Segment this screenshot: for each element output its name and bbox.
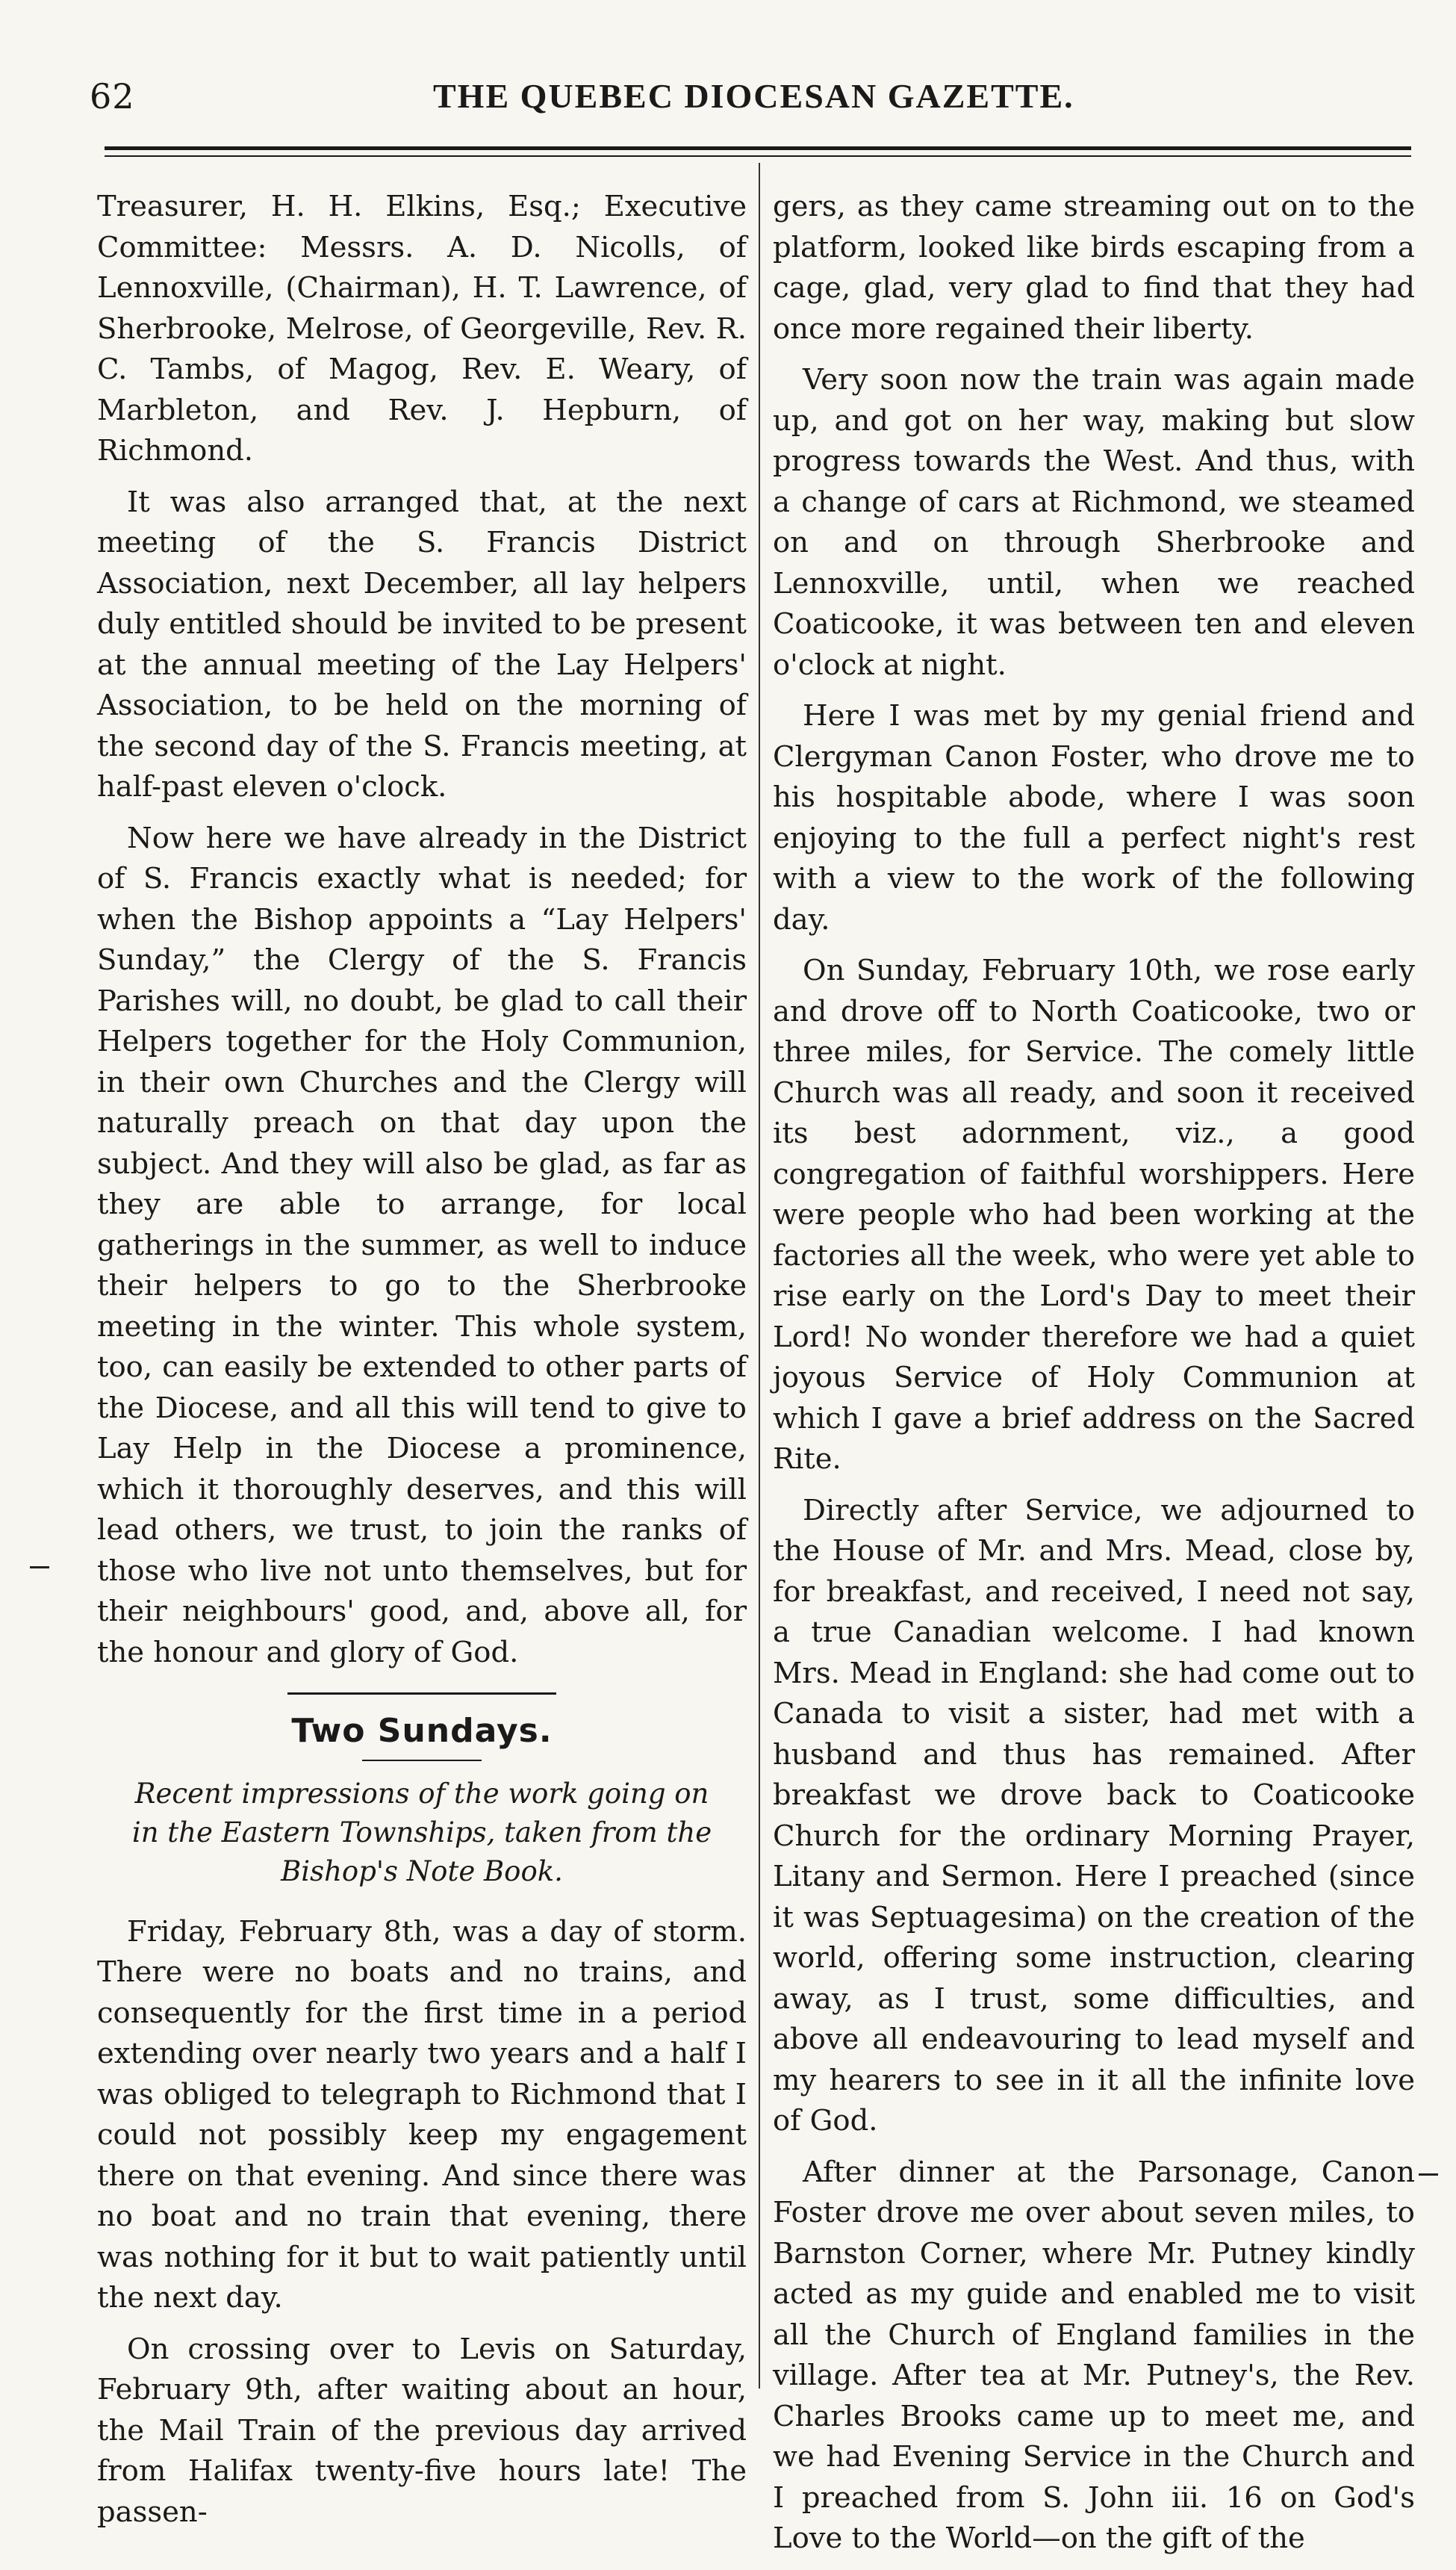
section-divider xyxy=(287,1692,556,1695)
page-header xyxy=(90,72,1396,124)
paragraph: Directly after Service, we adjourned to the House of Mr. and Mrs. Mead, close by, for breakfast, and received, I need not say, a true Canadian welcome. I had known Mrs. Mead in England: she had come out to Canada to visit a sister, had met with a husband and thus has remained. After breakfast we drove back to Coaticooke Church for the ordinary Morning Prayer, Litany and Sermon. Here I preached (since it was Septuagesima) on the creation of the world, offering some instruction, clearing away, as I trust, some difficulties, and above all endeavouring to lead myself and my hearers to see in it all the infinite love of God. xyxy=(773,1493,1415,2138)
left-column xyxy=(97,187,747,2543)
paragraph: Here I was met by my genial friend and Clergyman Canon Foster, who drove me to his hospitable abode, where I was soon enjoying to the full a perfect night's rest with a view to the work of the following day. xyxy=(773,699,1415,937)
section-title: Two Sundays. xyxy=(291,1712,553,1750)
paragraph: Treasurer, H. H. Elkins, Esq.; Executive Committee: Messrs. A. D. Nicolls, of Lennoxville, (Chairman), H. T. Lawrence, of Sherbrooke, Melrose, of Georgeville, Rev. R. C. Tambs, of Magog, Rev. E. Weary, of Marbleton, and Rev. J. Hepburn, of Richmond. xyxy=(97,190,747,468)
paragraph: Now here we have already in the District of S. Francis exactly what is needed; for when the Bishop appoints a “Lay Helpers' Sunday,” the Clergy of the S. Francis Parishes will, no doubt, be glad to call their Helpers together for the Holy Communion, in their own Churches and the Clergy will naturally preach on that day upon the subject. And they will also be glad, as far as they are able to arrange, for local gatherings in the summer, as well to induce their helpers to go to the Sherbrooke meeting in the winter. This whole system, too, can easily be extended to other parts of the Diocese, and all this will tend to give to Lay Help in the Diocese a prominence, which it thoroughly deserves, and this will lead others, we trust, to join the ranks of those who live not unto themselves, but for their neighbours' good, and, above all, for the honour and glory of God. xyxy=(97,821,747,1669)
header-rule-thick xyxy=(105,146,1411,150)
header-rule-thin xyxy=(105,155,1411,157)
section-title-underline xyxy=(362,1760,482,1761)
margin-mark xyxy=(30,1566,49,1568)
paragraph: Friday, February 8th, was a day of storm. There were no boats and no trains, and consequently for the first time in a period extending over nearly two years and a half I was obliged to telegraph to Richmond that I could not possibly keep my engagement there on that evening. And since there was no boat and no train that evening, there was nothing for it but to wait patiently until the next day. xyxy=(97,1914,747,2315)
running-title: THE QUEBEC DIOCESAN GAZETTE. xyxy=(433,77,1074,115)
paragraph: Very soon now the train was again made up, and got on her way, making but slow progress towards the West. And thus, with a change of cars at Richmond, we steamed on and on through Sherbrooke and Lennoxville, until, when we reached Coaticooke, it was between ten and eleven o'clock at night. xyxy=(773,363,1415,682)
section-subtitle: Recent impressions of the work going on in the Eastern Townships, taken from the Bishop's Note Book. xyxy=(131,1777,712,1887)
right-column xyxy=(773,187,1415,2570)
paragraph: It was also arranged that, at the next meeting of the S. Francis District Association, next December, all lay helpers duly entitled should be invited to be present at the annual meeting of the Lay Helpers' Association, to be held on the morning of the second day of the S. Francis meeting, at half-past eleven o'clock. xyxy=(97,485,747,804)
paragraph: On Sunday, February 10th, we rose early and drove off to North Coaticooke, two or three miles, for Service. The comely little Church was all ready, and soon it received its best adornment, viz., a good congregation of faithful worshippers. Here were people who had been working at the factories all the week, who were yet able to rise early on the Lord's Day to meet their Lord! No wonder therefore we had a quiet joyous Service of Holy Communion at which I gave a brief address on the Sacred Rite. xyxy=(773,954,1415,1476)
paragraph: On crossing over to Levis on Saturday, February 9th, after waiting about an hour, the Mail Train of the previous day arrived from Halifax twenty-five hours late! The passen- xyxy=(97,2332,747,2529)
page-number: 62 xyxy=(90,76,135,117)
paragraph: gers, as they came streaming out on to the platform, looked like birds escaping from a cage, glad, very glad to find that they had once more regained their liberty. xyxy=(773,190,1415,346)
paragraph: After dinner at the Parsonage, Canon Foster drove me over about seven miles, to Barnston Corner, where Mr. Putney kindly acted as my guide and enabled me to visit all the Church of England families in the village. After tea at Mr. Putney's, the Rev. Charles Brooks came up to meet me, and we had Evening Service in the Church and I preached from S. John iii. 16 on God's Love to the World—on the gift of the xyxy=(773,2155,1415,2555)
column-divider xyxy=(759,163,760,2389)
margin-mark xyxy=(1419,2173,1438,2176)
